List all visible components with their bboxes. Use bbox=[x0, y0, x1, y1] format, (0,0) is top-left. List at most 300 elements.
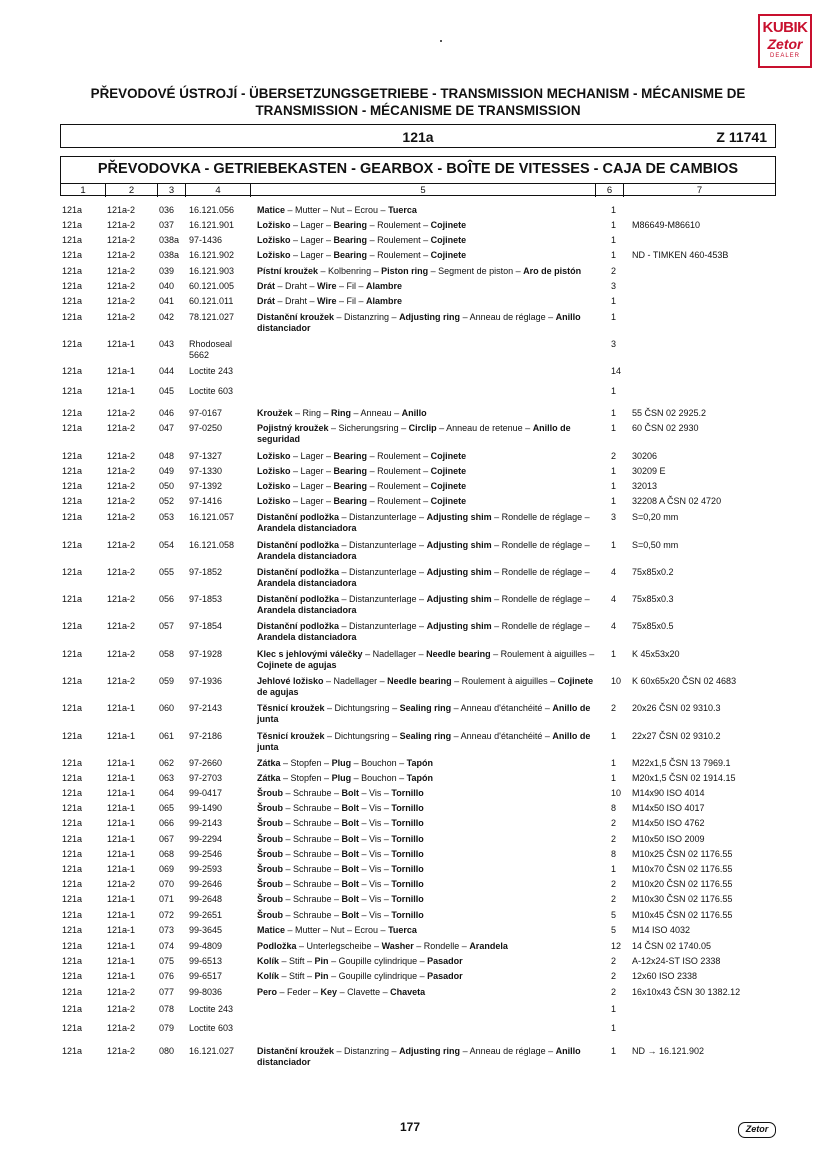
description-text: – Nadellager – bbox=[362, 649, 427, 659]
cell-group: 121a bbox=[62, 512, 83, 522]
description-text: – Fil – bbox=[336, 281, 366, 291]
cell-part-number: 97-1852 bbox=[189, 567, 223, 577]
cell-description bbox=[257, 1046, 597, 1068]
cell-description bbox=[257, 266, 597, 277]
description-term: Šroub bbox=[257, 849, 283, 859]
cell-quantity: 5 bbox=[611, 925, 617, 935]
description-term: Chaveta bbox=[390, 987, 426, 997]
cell-position: 075 bbox=[159, 956, 175, 966]
description-term: Kroužek bbox=[257, 408, 293, 418]
description-text: – Rondelle de réglage – bbox=[491, 621, 590, 631]
cell-subgroup: 121a-1 bbox=[107, 910, 136, 920]
cell-quantity: 2 bbox=[611, 818, 617, 828]
cell-description bbox=[257, 220, 597, 231]
cell-group: 121a bbox=[62, 466, 83, 476]
cell-part-number: 97-1327 bbox=[189, 451, 223, 461]
column-header-row bbox=[61, 183, 775, 197]
description-text: – Distanzunterlage – bbox=[339, 621, 427, 631]
description-term: Tornillo bbox=[391, 910, 424, 920]
cell-part-number: 99-4809 bbox=[189, 941, 223, 951]
cell-description bbox=[257, 481, 597, 492]
description-term: Drát bbox=[257, 296, 276, 306]
cell-subgroup: 121a-2 bbox=[107, 408, 136, 418]
cell-note: 14 ČSN 02 1740.05 bbox=[632, 941, 712, 951]
cell-subgroup: 121a-1 bbox=[107, 941, 136, 951]
cell-position: 049 bbox=[159, 466, 175, 476]
cell-group: 121a bbox=[62, 703, 83, 713]
cell-description bbox=[257, 496, 597, 507]
cell-description bbox=[257, 818, 597, 829]
description-term: Distanční podložka bbox=[257, 567, 340, 577]
cell-note: M22x1,5 ČSN 13 7969.1 bbox=[632, 758, 731, 768]
description-text: – Rondelle de réglage – bbox=[491, 594, 590, 604]
cell-part-number: 60.121.011 bbox=[189, 296, 234, 306]
description-text: – Bouchon – bbox=[351, 773, 407, 783]
cell-note: 75x85x0.2 bbox=[632, 567, 674, 577]
cell-position: 039 bbox=[159, 266, 175, 276]
cell-part-number: 99-2143 bbox=[189, 818, 223, 828]
cell-description bbox=[257, 910, 597, 921]
cell-group: 121a bbox=[62, 773, 83, 783]
cell-position: 077 bbox=[159, 987, 175, 997]
description-text: – Lager – bbox=[290, 250, 334, 260]
description-term: Ložisko bbox=[257, 250, 291, 260]
cell-position: 074 bbox=[159, 941, 175, 951]
cell-subgroup: 121a-1 bbox=[107, 758, 136, 768]
description-text: – Distanzunterlage – bbox=[339, 567, 427, 577]
cell-group: 121a bbox=[62, 879, 83, 889]
description-term: Pin bbox=[314, 971, 329, 981]
cell-part-number: 97-1936 bbox=[189, 676, 223, 686]
cell-group: 121a bbox=[62, 849, 83, 859]
description-text: – Roulement – bbox=[367, 250, 431, 260]
cell-subgroup: 121a-1 bbox=[107, 803, 136, 813]
cell-subgroup: 121a-2 bbox=[107, 281, 136, 291]
description-term: Bolt bbox=[341, 834, 360, 844]
cell-subgroup: 121a-2 bbox=[107, 296, 136, 306]
description-text: – Draht – bbox=[275, 296, 318, 306]
cell-position: 037 bbox=[159, 220, 175, 230]
description-term: Plug bbox=[331, 773, 352, 783]
cell-description bbox=[257, 205, 597, 216]
cell-group: 121a bbox=[62, 864, 83, 874]
cell-description bbox=[257, 423, 597, 445]
description-text: – Schraube – bbox=[283, 879, 342, 889]
cell-subgroup: 121a-1 bbox=[107, 834, 136, 844]
cell-group: 121a bbox=[62, 250, 83, 260]
description-term: Zátka bbox=[257, 758, 281, 768]
cell-quantity: 10 bbox=[611, 676, 622, 686]
cell-group: 121a bbox=[62, 758, 83, 768]
cell-quantity: 3 bbox=[611, 281, 617, 291]
cell-part-number: 16.121.903 bbox=[189, 266, 235, 276]
description-term: Šroub bbox=[257, 894, 283, 904]
description-text: – Roulement – bbox=[367, 451, 431, 461]
cell-position: 057 bbox=[159, 621, 175, 631]
cell-subgroup: 121a-1 bbox=[107, 773, 136, 783]
cell-quantity: 1 bbox=[611, 250, 617, 260]
cell-subgroup: 121a-1 bbox=[107, 731, 136, 741]
cell-quantity: 1 bbox=[611, 773, 617, 783]
cell-description bbox=[257, 235, 597, 246]
description-term: Anillo de seguridad bbox=[257, 423, 571, 444]
description-text: – Stift – bbox=[279, 956, 315, 966]
description-term: Cojinete bbox=[430, 451, 467, 461]
description-term: Cojinete bbox=[430, 235, 467, 245]
cell-description bbox=[257, 676, 597, 698]
description-term: Anillo distanciador bbox=[257, 1046, 581, 1067]
description-term: Cojinete bbox=[430, 220, 467, 230]
cell-quantity: 1 bbox=[611, 540, 617, 550]
description-term: Distanční podložka bbox=[257, 621, 340, 631]
description-text: – Distanzring – bbox=[334, 1046, 400, 1056]
cell-subgroup: 121a-2 bbox=[107, 1004, 136, 1014]
cell-group: 121a bbox=[62, 205, 83, 215]
description-term: Adjusting shim bbox=[426, 540, 492, 550]
description-term: Arandela distanciadora bbox=[257, 578, 357, 588]
cell-quantity: 1 bbox=[611, 466, 617, 476]
description-term: Kolík bbox=[257, 971, 280, 981]
cell-position: 069 bbox=[159, 864, 175, 874]
description-term: Bolt bbox=[341, 788, 360, 798]
cell-description bbox=[257, 773, 597, 784]
cell-position: 061 bbox=[159, 731, 175, 741]
column-header: 6 bbox=[596, 184, 624, 197]
cell-group: 121a bbox=[62, 676, 83, 686]
cell-subgroup: 121a-2 bbox=[107, 466, 136, 476]
cell-note: 75x85x0.5 bbox=[632, 621, 674, 631]
description-term: Bearing bbox=[333, 451, 368, 461]
cell-position: 066 bbox=[159, 818, 175, 828]
description-term: Ložisko bbox=[257, 220, 291, 230]
cell-position: 067 bbox=[159, 834, 175, 844]
description-text: – Lager – bbox=[290, 481, 334, 491]
cell-note: M86649-M86610 bbox=[632, 220, 701, 230]
cell-note: 32208 A ČSN 02 4720 bbox=[632, 496, 722, 506]
description-text: – Lager – bbox=[290, 220, 334, 230]
cell-part-number: 99-2593 bbox=[189, 864, 223, 874]
cell-note: M10x45 ČSN 02 1176.55 bbox=[632, 910, 733, 920]
description-term: Jehlové ložisko bbox=[257, 676, 324, 686]
cell-position: 043 bbox=[159, 339, 175, 349]
description-text: – Dichtungsring – bbox=[324, 731, 400, 741]
cell-subgroup: 121a-2 bbox=[107, 567, 136, 577]
cell-quantity: 1 bbox=[611, 423, 617, 433]
cell-part-number: 97-1854 bbox=[189, 621, 223, 631]
cell-subgroup: 121a-1 bbox=[107, 386, 136, 396]
description-term: Tuerca bbox=[388, 205, 417, 215]
cell-note: M14x90 ISO 4014 bbox=[632, 788, 705, 798]
cell-subgroup: 121a-1 bbox=[107, 925, 136, 935]
cell-group: 121a bbox=[62, 451, 83, 461]
description-term: Bolt bbox=[341, 894, 360, 904]
scan-speck bbox=[440, 40, 442, 42]
cell-subgroup: 121a-2 bbox=[107, 205, 136, 215]
cell-group: 121a bbox=[62, 408, 83, 418]
cell-part-number: 99-3645 bbox=[189, 925, 223, 935]
cell-description bbox=[257, 758, 597, 769]
logo-dealer-text: DEALER bbox=[769, 53, 800, 59]
description-term: Adjusting ring bbox=[399, 312, 461, 322]
logo-kubik-text: KUBIK bbox=[762, 19, 808, 36]
description-term: Anillo distanciador bbox=[257, 312, 581, 333]
description-term: Ložisko bbox=[257, 235, 291, 245]
cell-subgroup: 121a-2 bbox=[107, 649, 136, 659]
section-number: 121a bbox=[402, 129, 434, 145]
cell-group: 121a bbox=[62, 803, 83, 813]
description-term: Drát bbox=[257, 281, 276, 291]
cell-part-number: 99-2648 bbox=[189, 894, 223, 904]
description-text: – Vis – bbox=[359, 879, 392, 889]
cell-position: 070 bbox=[159, 879, 175, 889]
description-text: – Vis – bbox=[359, 894, 392, 904]
description-text: – Distanzunterlage – bbox=[339, 512, 427, 522]
description-text: – Segment de piston – bbox=[428, 266, 524, 276]
description-term: Šroub bbox=[257, 818, 283, 828]
cell-subgroup: 121a-2 bbox=[107, 879, 136, 889]
cell-position: 060 bbox=[159, 703, 175, 713]
cell-note: K 45x53x20 bbox=[632, 649, 680, 659]
cell-part-number: 78.121.027 bbox=[189, 312, 235, 322]
description-term: Wire bbox=[317, 296, 337, 306]
cell-position: 050 bbox=[159, 481, 175, 491]
cell-quantity: 2 bbox=[611, 987, 617, 997]
description-term: Cojinete de agujas bbox=[257, 676, 594, 697]
description-term: Kolík bbox=[257, 956, 280, 966]
cell-subgroup: 121a-2 bbox=[107, 987, 136, 997]
cell-part-number: 99-0417 bbox=[189, 788, 223, 798]
description-text: – Anneau de retenue – bbox=[436, 423, 533, 433]
description-text: – Vis – bbox=[359, 864, 392, 874]
description-text: – Dichtungsring – bbox=[324, 703, 400, 713]
description-term: Washer bbox=[381, 941, 414, 951]
title-line-1: PŘEVODOVÉ ÚSTROJÍ - ÜBERSETZUNGSGETRIEBE - TRANSMISSION MECHANISM - MÉCANISME DE bbox=[90, 86, 746, 101]
cell-description bbox=[257, 894, 597, 905]
description-text: – Feder – bbox=[277, 987, 321, 997]
description-term: Klec s jehlovými válečky bbox=[257, 649, 363, 659]
description-text: – Stift – bbox=[279, 971, 315, 981]
cell-part-number: 99-2651 bbox=[189, 910, 223, 920]
column-header: 3 bbox=[158, 184, 186, 197]
description-term: Bolt bbox=[341, 818, 360, 828]
cell-group: 121a bbox=[62, 281, 83, 291]
cell-description bbox=[257, 649, 597, 671]
cell-group: 121a bbox=[62, 594, 83, 604]
cell-subgroup: 121a-2 bbox=[107, 481, 136, 491]
cell-subgroup: 121a-2 bbox=[107, 312, 136, 322]
description-term: Šroub bbox=[257, 834, 283, 844]
cell-part-number: 97-1416 bbox=[189, 496, 223, 506]
description-term: Bolt bbox=[341, 910, 360, 920]
cell-note: M20x1,5 ČSN 02 1914.15 bbox=[632, 773, 736, 783]
cell-group: 121a bbox=[62, 987, 83, 997]
description-term: Těsnicí kroužek bbox=[257, 731, 325, 741]
description-text: – Schraube – bbox=[283, 910, 342, 920]
cell-part-number: 16.121.027 bbox=[189, 1046, 235, 1056]
description-text: – Sicherungsring – bbox=[328, 423, 409, 433]
description-text: – Stopfen – bbox=[280, 773, 332, 783]
cell-group: 121a bbox=[62, 481, 83, 491]
cell-quantity: 4 bbox=[611, 594, 617, 604]
cell-note: M14 ISO 4032 bbox=[632, 925, 691, 935]
description-term: Šroub bbox=[257, 910, 283, 920]
cell-quantity: 12 bbox=[611, 941, 622, 951]
description-term: Adjusting shim bbox=[426, 594, 492, 604]
cell-note: M10x50 ISO 2009 bbox=[632, 834, 705, 844]
description-text: – Goupille cylindrique – bbox=[328, 956, 428, 966]
cell-quantity: 2 bbox=[611, 451, 617, 461]
description-term: Zátka bbox=[257, 773, 281, 783]
description-term: Matice bbox=[257, 925, 286, 935]
cell-quantity: 8 bbox=[611, 803, 617, 813]
description-term: Cojinete bbox=[430, 466, 467, 476]
description-term: Piston ring bbox=[381, 266, 429, 276]
description-text: – Schraube – bbox=[283, 849, 342, 859]
cell-position: 058 bbox=[159, 649, 175, 659]
description-term: Adjusting ring bbox=[399, 1046, 461, 1056]
description-term: Pasador bbox=[427, 956, 463, 966]
cell-quantity: 1 bbox=[611, 235, 617, 245]
cell-part-number: 97-2143 bbox=[189, 703, 223, 713]
cell-subgroup: 121a-1 bbox=[107, 971, 136, 981]
description-term: Ložisko bbox=[257, 481, 291, 491]
cell-quantity: 2 bbox=[611, 266, 617, 276]
description-term: Needle bearing bbox=[387, 676, 452, 686]
cell-subgroup: 121a-1 bbox=[107, 849, 136, 859]
description-text: – Schraube – bbox=[283, 803, 342, 813]
cell-group: 121a bbox=[62, 567, 83, 577]
cell-part-number: 99-6513 bbox=[189, 956, 223, 966]
cell-description bbox=[257, 803, 597, 814]
cell-group: 121a bbox=[62, 220, 83, 230]
cell-group: 121a bbox=[62, 1023, 83, 1033]
group-header-box bbox=[60, 156, 776, 196]
description-text: – Ring – bbox=[292, 408, 332, 418]
cell-position: 040 bbox=[159, 281, 175, 291]
cell-subgroup: 121a-1 bbox=[107, 818, 136, 828]
cell-group: 121a bbox=[62, 312, 83, 322]
cell-part-number: 97-0250 bbox=[189, 423, 223, 433]
cell-position: 071 bbox=[159, 894, 175, 904]
description-text: – Vis – bbox=[359, 910, 392, 920]
description-text: – Rondelle de réglage – bbox=[491, 567, 590, 577]
cell-group: 121a bbox=[62, 788, 83, 798]
description-text: – Distanzunterlage – bbox=[339, 594, 427, 604]
cell-subgroup: 121a-1 bbox=[107, 366, 136, 376]
cell-quantity: 3 bbox=[611, 512, 617, 522]
cell-description bbox=[257, 408, 597, 419]
cell-quantity: 5 bbox=[611, 910, 617, 920]
cell-part-number: 97-1392 bbox=[189, 481, 223, 491]
description-text: – Roulement – bbox=[367, 466, 431, 476]
cell-description bbox=[257, 296, 597, 307]
column-header: 7 bbox=[696, 185, 703, 196]
cell-quantity: 1 bbox=[611, 496, 617, 506]
cell-position: 038a bbox=[159, 250, 180, 260]
cell-position: 056 bbox=[159, 594, 175, 604]
cell-description bbox=[257, 849, 597, 860]
description-term: Šroub bbox=[257, 788, 283, 798]
description-text: – Roulement – bbox=[367, 235, 431, 245]
cell-position: 038a bbox=[159, 235, 180, 245]
cell-description bbox=[257, 466, 597, 477]
cell-description bbox=[257, 703, 597, 725]
cell-quantity: 1 bbox=[611, 312, 617, 322]
description-text: – Roulement à aiguilles – bbox=[490, 649, 595, 659]
description-term: Needle bearing bbox=[426, 649, 491, 659]
cell-position: 053 bbox=[159, 512, 175, 522]
description-term: Tornillo bbox=[391, 803, 424, 813]
cell-quantity: 2 bbox=[611, 971, 617, 981]
description-text: – Anneau de réglage – bbox=[460, 1046, 556, 1056]
cell-quantity: 1 bbox=[611, 408, 617, 418]
description-term: Bearing bbox=[333, 496, 368, 506]
cell-position: 041 bbox=[159, 296, 175, 306]
cell-group: 121a bbox=[62, 496, 83, 506]
cell-subgroup: 121a-1 bbox=[107, 788, 136, 798]
cell-part-number: Loctite 603 bbox=[189, 386, 234, 396]
description-term: Circlip bbox=[408, 423, 437, 433]
cell-subgroup: 121a-2 bbox=[107, 423, 136, 433]
cell-position: 048 bbox=[159, 451, 175, 461]
cell-group: 121a bbox=[62, 971, 83, 981]
description-text: – Lager – bbox=[290, 235, 334, 245]
cell-subgroup: 121a-2 bbox=[107, 250, 136, 260]
description-term: Bearing bbox=[333, 250, 368, 260]
description-term: Ring bbox=[331, 408, 352, 418]
description-term: Ložisko bbox=[257, 466, 291, 476]
cell-position: 059 bbox=[159, 676, 175, 686]
cell-subgroup: 121a-2 bbox=[107, 512, 136, 522]
description-term: Arandela distanciadora bbox=[257, 551, 357, 561]
cell-subgroup: 121a-2 bbox=[107, 621, 136, 631]
cell-subgroup: 121a-2 bbox=[107, 1023, 136, 1033]
cell-note: 30209 E bbox=[632, 466, 666, 476]
cell-position: 078 bbox=[159, 1004, 175, 1014]
cell-position: 065 bbox=[159, 803, 175, 813]
description-term: Cojinete de agujas bbox=[257, 660, 337, 670]
cell-group: 121a bbox=[62, 235, 83, 245]
description-term: Tapón bbox=[406, 773, 433, 783]
description-text: – Roulement – bbox=[367, 496, 431, 506]
cell-position: 063 bbox=[159, 773, 175, 783]
description-text: – Lager – bbox=[290, 466, 334, 476]
description-term: Distanční podložka bbox=[257, 540, 340, 550]
cell-description bbox=[257, 971, 597, 982]
cell-quantity: 10 bbox=[611, 788, 622, 798]
logo-zetor-text: Zetor bbox=[767, 36, 803, 52]
description-term: Tornillo bbox=[391, 864, 424, 874]
cell-position: 080 bbox=[159, 1046, 175, 1056]
cell-part-number: 99-2294 bbox=[189, 834, 223, 844]
description-term: Bearing bbox=[333, 220, 368, 230]
cell-quantity: 1 bbox=[611, 1004, 617, 1014]
description-text: – Rondelle de réglage – bbox=[491, 512, 590, 522]
kubik-zetor-logo bbox=[758, 14, 812, 68]
cell-description bbox=[257, 312, 597, 334]
description-term: Bearing bbox=[333, 466, 368, 476]
cell-note: 60 ČSN 02 2930 bbox=[632, 423, 699, 433]
description-text: – Bouchon – bbox=[351, 758, 407, 768]
cell-note: S=0,50 mm bbox=[632, 540, 679, 550]
cell-note: ND - TIMKEN 460-453B bbox=[632, 250, 729, 260]
description-text: – Unterlegscheibe – bbox=[296, 941, 382, 951]
description-term: Adjusting shim bbox=[426, 512, 492, 522]
description-term: Pin bbox=[314, 956, 329, 966]
description-term: Arandela bbox=[469, 941, 508, 951]
description-term: Adjusting shim bbox=[426, 621, 492, 631]
description-text: – Goupille cylindrique – bbox=[328, 971, 428, 981]
